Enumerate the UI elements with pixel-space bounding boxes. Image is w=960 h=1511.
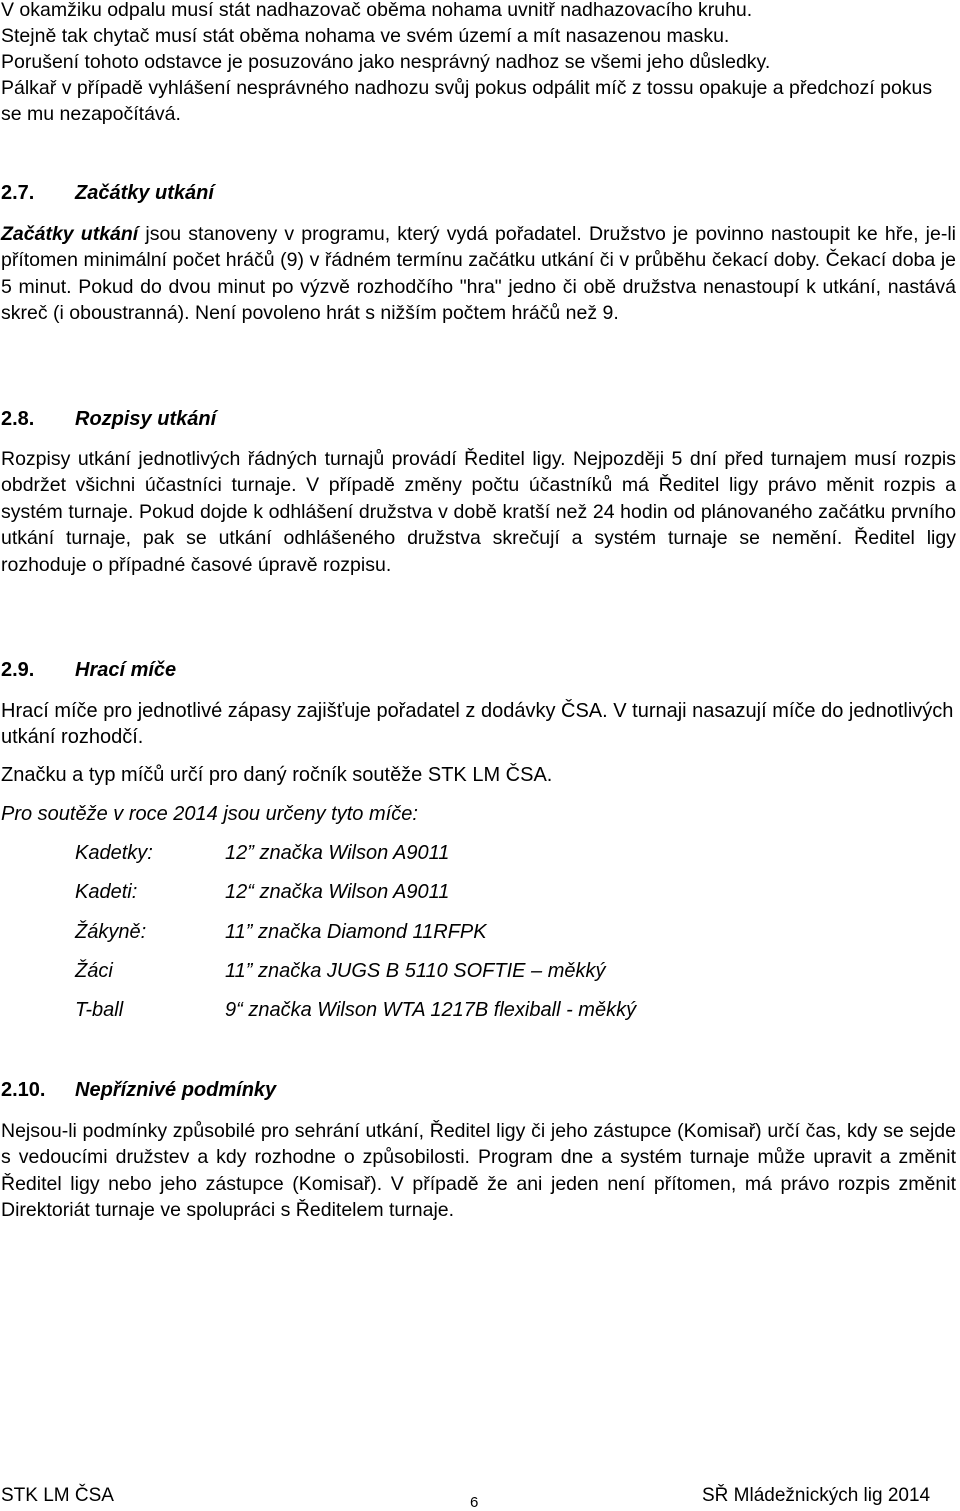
intro-line-4: Pálkař v případě vyhlášení nesprávného nadhozu svůj pokus odpálit míč z tossu opakuje a předchozí pokus se mu nezapočítává. [1, 77, 933, 126]
ball-spec: 12” značka Wilson A9011 [225, 842, 450, 864]
ball-category: Žákyně: [75, 921, 147, 943]
section-title: Hrací míče [75, 659, 177, 681]
footer-right-text: SŘ Mládežnických lig 2014 [702, 1485, 931, 1506]
ball-category: Kadetky: [75, 842, 153, 864]
ball-category: Kadeti: [75, 881, 138, 903]
section-text: jsou stanoveny v programu, který vydá pořadatel. Družstvo je povinno nastoupit ke hře, je-li přítomen minimální počet hráčů (9) v řádném termínu začátku utkání či v průběhu čekací doby. Čekací doba je 5 minut. Pokud do dvou minut po výzvě rozhodčího "hra" jedno či obě družstva nenastoupí k utkání, nastává skreč (i oboustranná). Není povoleno hrát s nižším počtem hráčů než 9. [1, 223, 956, 325]
page-number: 6 [470, 1494, 479, 1511]
section-heading-2-7 [1, 180, 214, 206]
ball-spec: 12“ značka Wilson A9011 [225, 881, 450, 903]
section-heading-2-10 [1, 1077, 276, 1103]
section-2-7-paragraph [1, 221, 956, 327]
ball-category: Žáci [75, 960, 113, 982]
section-title: Začátky utkání [75, 182, 214, 204]
section-number: 2.8. [1, 408, 35, 430]
section-title: Nepříznivé podmínky [75, 1079, 277, 1101]
intro-line-3: Porušení tohoto odstavce je posuzováno jako nesprávný nadhoz se všemi jeho důsledky. [1, 51, 771, 73]
ball-category: T-ball [75, 999, 124, 1021]
ball-spec: 11” značka JUGS B 5110 SOFTIE – měkký [225, 960, 606, 982]
ball-spec: 9“ značka Wilson WTA 1217B flexiball - měkký [225, 999, 637, 1021]
footer-left-text: STK LM ČSA [1, 1485, 114, 1506]
section-heading-2-9 [1, 657, 176, 683]
section-title: Rozpisy utkání [75, 408, 217, 430]
intro-line-2: Stejně tak chytač musí stát oběma nohama ve svém území a mít nasazenou masku. [1, 25, 730, 47]
section-number: 2.9. [1, 659, 35, 681]
section-lead: Začátky utkání [1, 223, 139, 245]
section-2-8-paragraph: Rozpisy utkání jednotlivých řádných turnajů provádí Ředitel ligy. Nejpozději 5 dní před turnajem musí rozpis obdržet všichni účastníci turnaje. V případě změny počtu účastníků má Ředitel ligy právo měnit rozpis a systém turnaje. Pokud dojde k odhlášení družstva v době kratší než 24 hodin od plánovaného začátku prvního utkání turnaje, pak se utkání odhlášeného družstva skrečují a systém turnaje se nemění. Ředitel ligy rozhoduje o případné časové úpravě rozpisu. [1, 448, 956, 576]
section-number: 2.7. [1, 182, 35, 204]
section-2-9-paragraph-2: Značku a typ míčů určí pro daný ročník soutěže STK LM ČSA. [1, 764, 553, 786]
section-2-10-paragraph: Nejsou-li podmínky způsobilé pro sehrání utkání, Ředitel ligy či jeho zástupce (Komisař) určí čas, kdy se sejde s vedoucími družstev a kdy rozhodne o způsobilosti. Program dne a systém turnaje může upravit a změnit Ředitel ligy nebo jeho zástupce (Komisař). V případě že ani jeden není přítomen, má právo rozpis změnit Direktoriát turnaje ve spolupráci s Ředitelem turnaje. [1, 1120, 956, 1222]
ball-spec: 11” značka Diamond 11RFPK [225, 921, 487, 943]
section-heading-2-8 [1, 406, 216, 432]
section-2-9-paragraph-1: Hrací míče pro jednotlivé zápasy zajišťuje pořadatel z dodávky ČSA. V turnaji nasazují míče do jednotlivých utkání rozhodčí. [1, 700, 954, 749]
intro-line-1: V okamžiku odpalu musí stát nadhazovač oběma nohama uvnitř nadhazovacího kruhu. [1, 0, 753, 21]
section-2-9-paragraph-3: Pro soutěže v roce 2014 jsou určeny tyto míče: [1, 803, 418, 825]
section-number: 2.10. [1, 1079, 46, 1101]
